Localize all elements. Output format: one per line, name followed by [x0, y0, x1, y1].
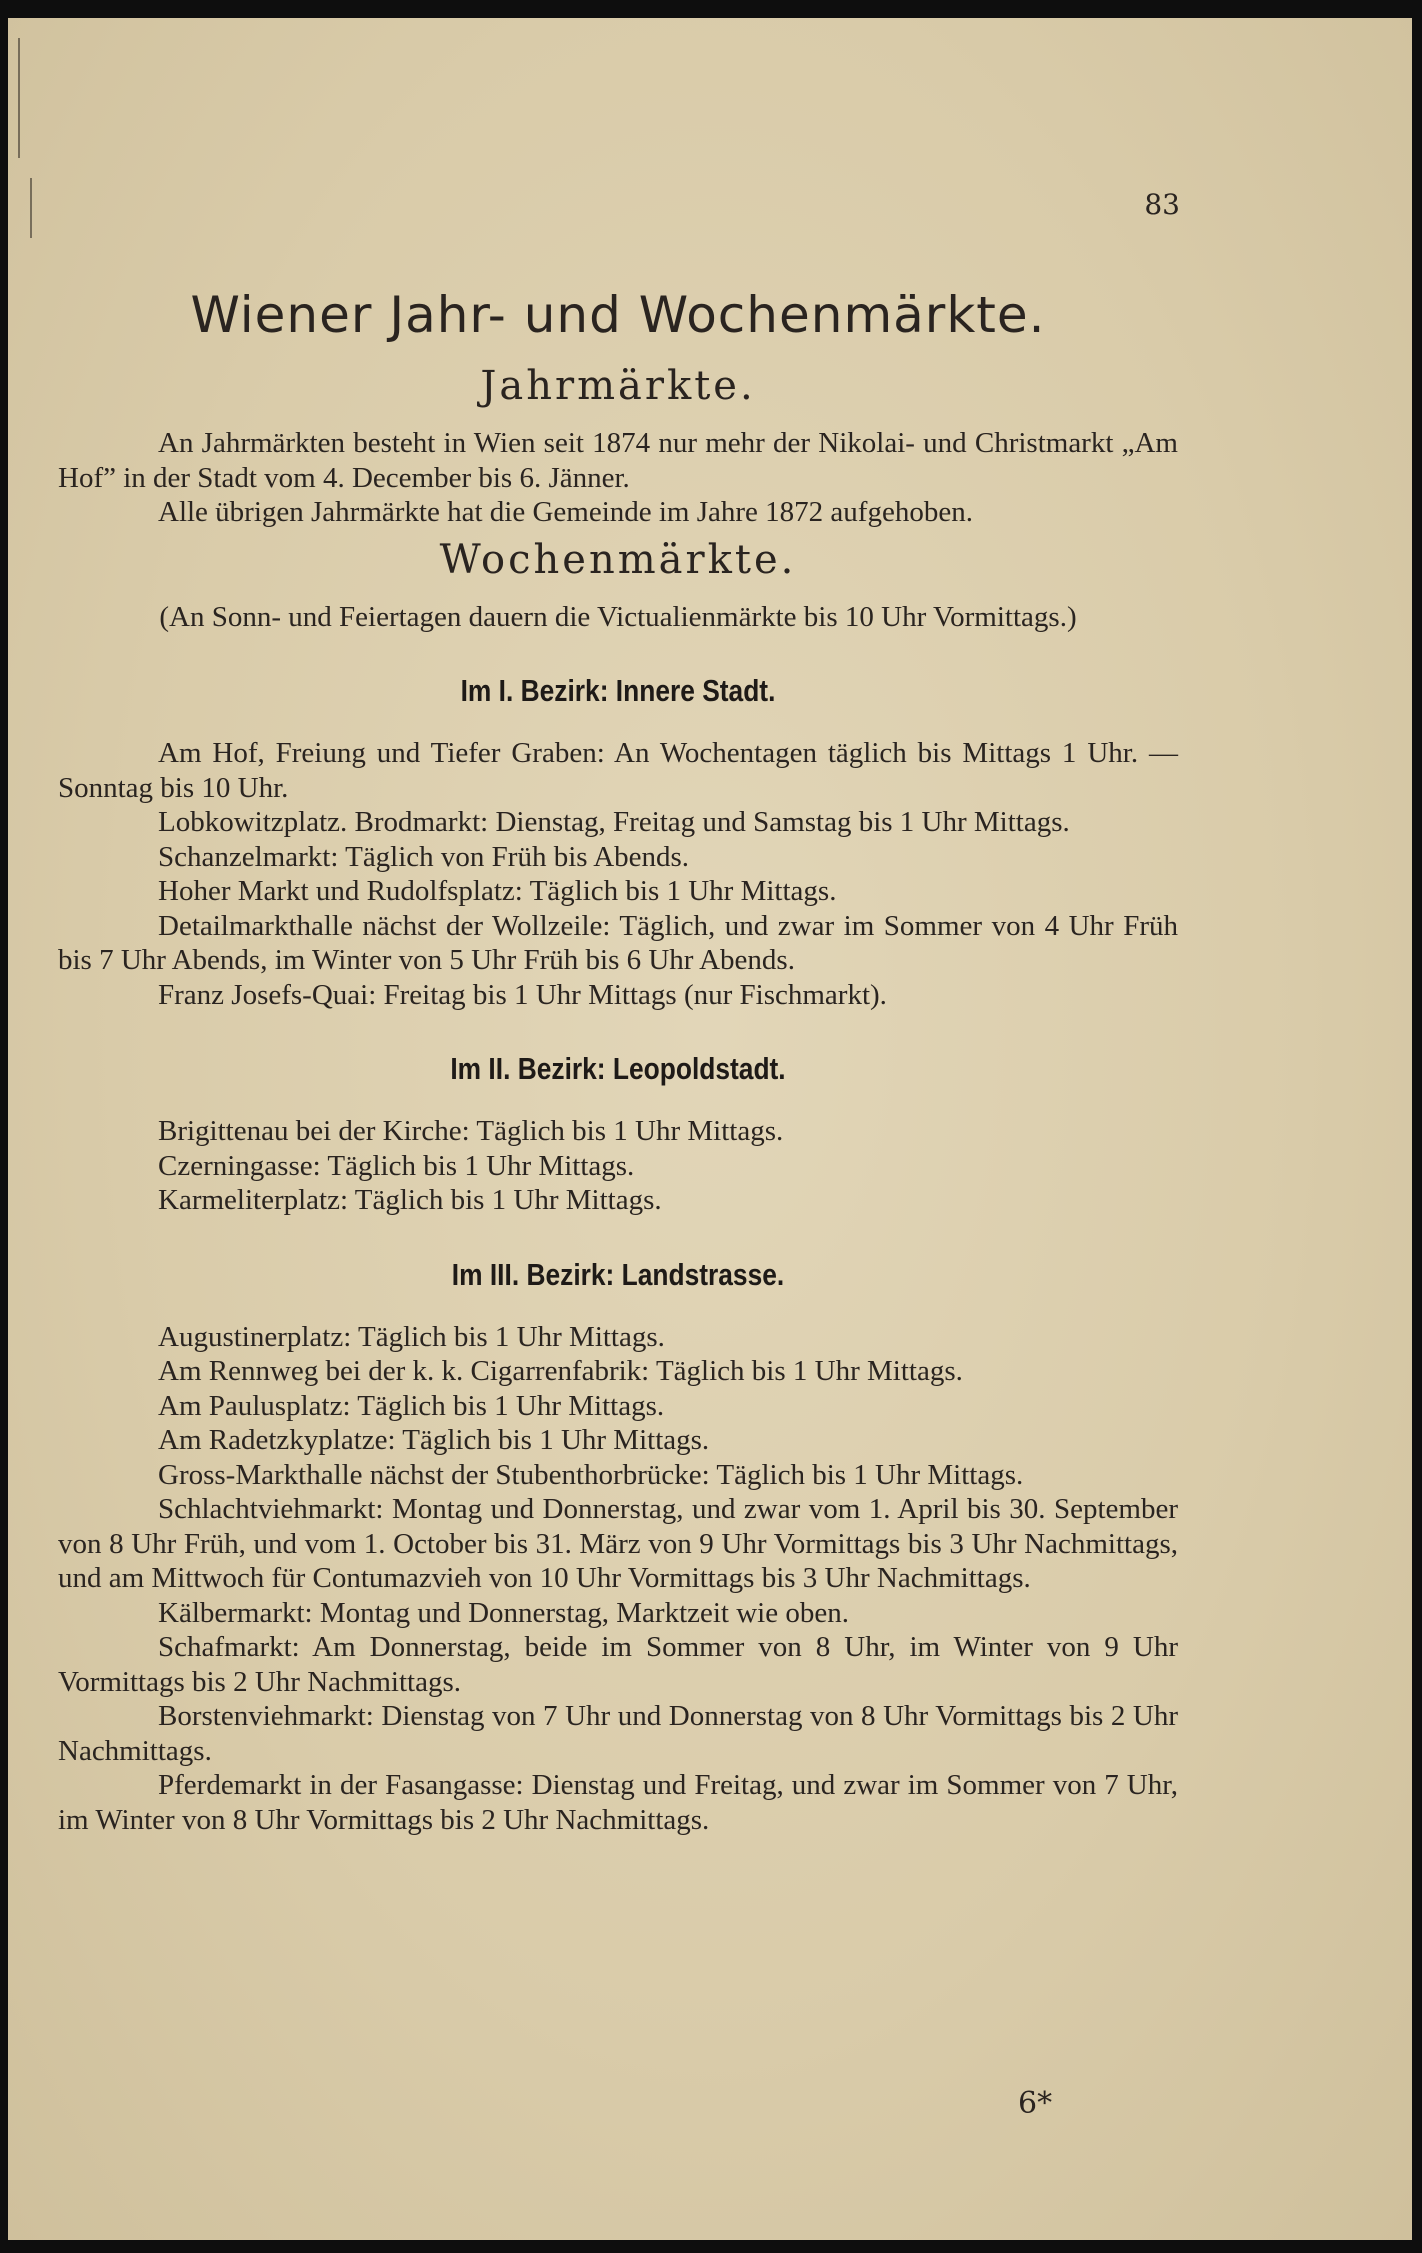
section-heading-jahrmaerkte: Jahrmärkte. [480, 363, 756, 409]
market-entry: Detailmarkthalle nächst der Wollzeile: Täglich, und zwar im Sommer von 4 Uhr Früh bis 7 Uhr Abends, im Winter von 5 Uhr Früh bis 6 Uhr Abends. [58, 909, 1178, 976]
market-entry: Am Hof, Freiung und Tiefer Graben: An Wochentagen täglich bis Mittags 1 Uhr. — Sonntag bis 10 Uhr. [58, 737, 1178, 804]
district-heading-2: Im II. Bezirk: Leopoldstadt. [450, 1051, 786, 1086]
district-heading-3: Im III. Bezirk: Landstrasse. [451, 1256, 785, 1292]
market-entry: Brigittenau bei der Kirche: Täglich bis 1 Uhr Mittags. [158, 1115, 784, 1147]
page-content [58, 280, 1178, 1837]
market-entry: Hoher Markt und Rudolfsplatz: Täglich bis 1 Uhr Mittags. [158, 875, 837, 907]
market-entry: Lobkowitzplatz. Brodmarkt: Dienstag, Freitag und Samstag bis 1 Uhr Mittags. [158, 806, 1070, 838]
page-edge-mark [30, 178, 32, 238]
market-entry: Kälbermarkt: Montag und Donnerstag, Marktzeit wie oben. [158, 1596, 849, 1629]
market-entry: Am Rennweg bei der k. k. Cigarrenfabrik: Täglich bis 1 Uhr Mittags. [158, 1355, 963, 1387]
market-entry: Schlachtviehmarkt: Montag und Donnerstag, und zwar vom 1. April bis 30. September von 8 Uhr Früh, und vom 1. October bis 31. März von 9 Uhr Vormittags bis 3 Uhr Nachmittags, und am Mittwoch für Contumazvieh von 10 Uhr Vormittags bis 3 Uhr Nachmittags. [58, 1493, 1178, 1594]
market-entry: Am Radetzkyplatze: Täglich bis 1 Uhr Mittags. [158, 1424, 710, 1456]
market-entry: Karmeliterplatz: Täglich bis 1 Uhr Mittags. [158, 1184, 662, 1216]
page-title: Wiener Jahr- und Wochenmärkte. [190, 286, 1046, 344]
paragraph: Alle übrigen Jahrmärkte hat die Gemeinde im Jahre 1872 aufgehoben. [158, 496, 973, 528]
note: (An Sonn- und Feiertagen dauern die Victualienmärkte bis 10 Uhr Vormittags.) [159, 600, 1077, 633]
section-heading-wochenmaerkte: Wochenmärkte. [439, 536, 797, 583]
market-entry: Schafmarkt: Am Donnerstag, beide im Sommer von 8 Uhr, im Winter von 9 Uhr Vormittags bis 2 Uhr Nachmittags. [58, 1631, 1178, 1698]
market-entry: Franz Josefs-Quai: Freitag bis 1 Uhr Mittags (nur Fischmarkt). [158, 978, 887, 1011]
market-entry: Schanzelmarkt: Täglich von Früh bis Abends. [158, 840, 690, 873]
page-edge-mark [18, 38, 20, 158]
market-entry: Am Paulusplatz: Täglich bis 1 Uhr Mittags. [158, 1389, 665, 1422]
market-entry: Augustinerplatz: Täglich bis 1 Uhr Mittags. [158, 1320, 665, 1353]
signature-mark: 6* [1018, 2086, 1053, 2121]
page-number: 83 [1144, 188, 1180, 221]
market-entry: Gross-Markthalle nächst der Stubenthorbrücke: Täglich bis 1 Uhr Mittags. [158, 1458, 1024, 1491]
market-entry: Pferdemarkt in der Fasangasse: Dienstag und Freitag, und zwar im Sommer von 7 Uhr, im Winter von 8 Uhr Vormittags bis 2 Uhr Nachmittags. [58, 1769, 1178, 1836]
market-entry: Czerningasse: Täglich bis 1 Uhr Mittags. [158, 1149, 635, 1182]
book-page [8, 18, 1412, 2240]
district-heading-1: Im I. Bezirk: Innere Stadt. [460, 673, 776, 708]
paragraph: An Jahrmärkten besteht in Wien seit 1874 nur mehr der Nikolai- und Christmarkt „Am Hof” in der Stadt vom 4. December bis 6. Jänner. [58, 427, 1178, 494]
market-entry: Borstenviehmarkt: Dienstag von 7 Uhr und Donnerstag von 8 Uhr Vormittags bis 2 Uhr Nachmittags. [58, 1700, 1178, 1767]
